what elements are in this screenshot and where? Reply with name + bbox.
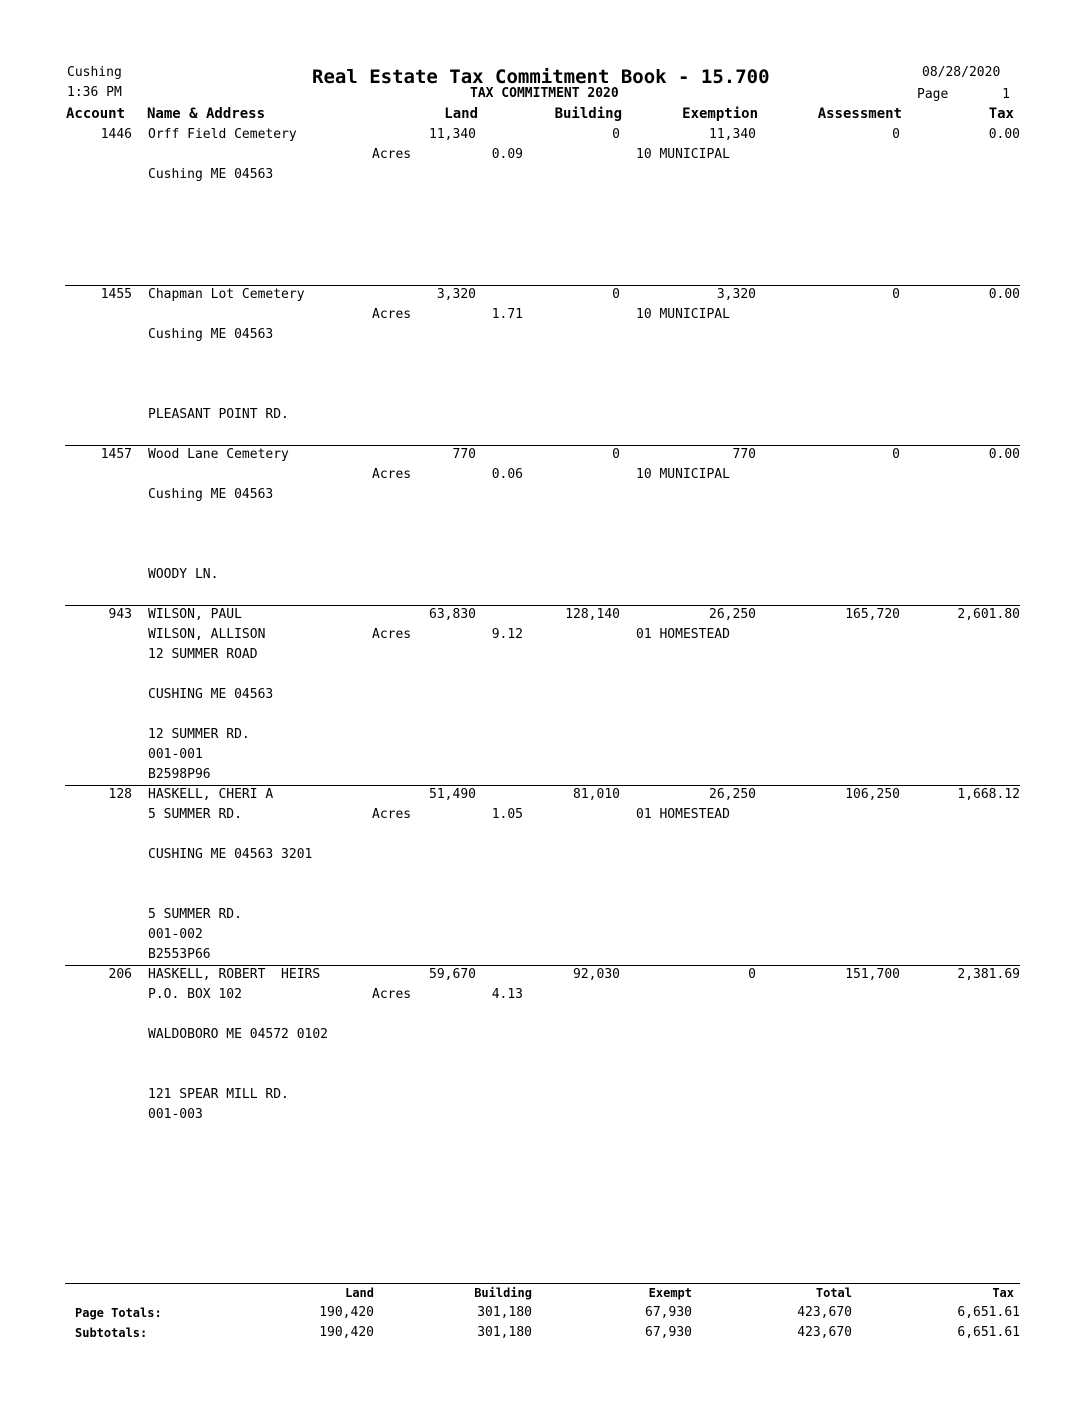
record-assessment: 151,700 xyxy=(845,967,900,982)
totals-head-total: Total xyxy=(815,1286,852,1300)
record-separator xyxy=(65,445,1020,446)
totals-row-label: Subtotals: xyxy=(75,1326,148,1340)
record-account: 1446 xyxy=(100,127,132,142)
record-address-line: WILSON, ALLISON xyxy=(148,627,266,642)
record-acres-label: Acres xyxy=(372,467,412,482)
page-label: Page xyxy=(917,87,949,102)
totals-separator xyxy=(65,1283,1020,1284)
record-separator xyxy=(65,285,1020,286)
page-subtitle: TAX COMMITMENT 2020 xyxy=(470,86,619,101)
record-assessment: 0 xyxy=(892,287,900,302)
record-address-line: 5 SUMMER RD. xyxy=(148,807,242,822)
col-name-address: Name & Address xyxy=(147,106,266,122)
record-assessment: 0 xyxy=(892,127,900,142)
record-acres: 1.05 xyxy=(491,807,523,822)
record-assessment: 106,250 xyxy=(845,787,900,802)
record-acres: 9.12 xyxy=(491,627,523,642)
record-address-line: P.O. BOX 102 xyxy=(148,987,242,1002)
col-exemption: Exemption xyxy=(682,106,758,122)
record-exemption: 26,250 xyxy=(709,787,756,802)
record-name: Wood Lane Cemetery xyxy=(148,447,289,462)
col-assessment: Assessment xyxy=(817,106,902,122)
record-separator xyxy=(65,605,1020,606)
record-exemption: 770 xyxy=(732,447,756,462)
report-date: 08/28/2020 xyxy=(922,65,1001,80)
totals-row-label: Page Totals: xyxy=(75,1306,162,1320)
record-account: 943 xyxy=(108,607,132,622)
record-exempt-code: 01 HOMESTEAD xyxy=(636,807,730,822)
record-building: 0 xyxy=(612,127,620,142)
record-address-line: PLEASANT POINT RD. xyxy=(148,407,289,422)
record-building: 128,140 xyxy=(565,607,620,622)
totals-tax: 6,651.61 xyxy=(957,1325,1020,1340)
record-account: 206 xyxy=(108,967,132,982)
record-separator xyxy=(65,785,1020,786)
record-exempt-code: 10 MUNICIPAL xyxy=(636,467,730,482)
record-name: HASKELL, ROBERT HEIRS xyxy=(148,967,321,982)
totals-land: 190,420 xyxy=(319,1305,374,1320)
record-building: 0 xyxy=(612,287,620,302)
totals-total: 423,670 xyxy=(797,1305,852,1320)
record-land: 59,670 xyxy=(429,967,476,982)
totals-building: 301,180 xyxy=(477,1305,532,1320)
report-time: 1:36 PM xyxy=(67,85,122,100)
record-name: HASKELL, CHERI A xyxy=(148,787,274,802)
totals-land: 190,420 xyxy=(319,1325,374,1340)
record-name: WILSON, PAUL xyxy=(148,607,242,622)
record-tax: 2,381.69 xyxy=(957,967,1020,982)
record-acres: 0.06 xyxy=(491,467,523,482)
record-assessment: 165,720 xyxy=(845,607,900,622)
record-acres-label: Acres xyxy=(372,147,412,162)
col-land: Land xyxy=(444,106,478,122)
record-address-line: 12 SUMMER RD. xyxy=(148,727,250,742)
page-number: 1 xyxy=(1002,87,1010,102)
town-name: Cushing xyxy=(67,65,122,80)
record-name: Orff Field Cemetery xyxy=(148,127,297,142)
record-exemption: 3,320 xyxy=(716,287,756,302)
record-land: 3,320 xyxy=(436,287,476,302)
record-address-line: CUSHING ME 04563 xyxy=(148,687,274,702)
record-address-line: 001-002 xyxy=(148,927,203,942)
record-building: 92,030 xyxy=(573,967,620,982)
record-land: 770 xyxy=(452,447,476,462)
record-exemption: 26,250 xyxy=(709,607,756,622)
record-name: Chapman Lot Cemetery xyxy=(148,287,305,302)
col-account: Account xyxy=(66,106,126,122)
record-address-line: 5 SUMMER RD. xyxy=(148,907,242,922)
col-tax: Tax xyxy=(988,106,1014,122)
record-land: 11,340 xyxy=(429,127,476,142)
totals-head-building: Building xyxy=(474,1286,532,1300)
record-separator xyxy=(65,965,1020,966)
record-address-line: WALDOBORO ME 04572 0102 xyxy=(148,1027,329,1042)
totals-exempt: 67,930 xyxy=(645,1325,692,1340)
totals-head-exempt: Exempt xyxy=(648,1286,692,1300)
record-exempt-code: 10 MUNICIPAL xyxy=(636,307,730,322)
record-tax: 0.00 xyxy=(988,287,1020,302)
record-acres: 0.09 xyxy=(491,147,523,162)
record-account: 128 xyxy=(108,787,132,802)
record-building: 0 xyxy=(612,447,620,462)
totals-building: 301,180 xyxy=(477,1325,532,1340)
record-acres: 1.71 xyxy=(491,307,523,322)
record-address-line: Cushing ME 04563 xyxy=(148,487,274,502)
record-acres-label: Acres xyxy=(372,627,412,642)
record-address-line: Cushing ME 04563 xyxy=(148,167,274,182)
record-assessment: 0 xyxy=(892,447,900,462)
record-exempt-code: 10 MUNICIPAL xyxy=(636,147,730,162)
record-tax: 1,668.12 xyxy=(957,787,1020,802)
record-exemption: 11,340 xyxy=(709,127,756,142)
record-land: 63,830 xyxy=(429,607,476,622)
record-exemption: 0 xyxy=(748,967,756,982)
record-acres-label: Acres xyxy=(372,807,412,822)
totals-exempt: 67,930 xyxy=(645,1305,692,1320)
record-address-line: B2598P96 xyxy=(148,767,211,782)
record-building: 81,010 xyxy=(573,787,620,802)
totals-total: 423,670 xyxy=(797,1325,852,1340)
totals-tax: 6,651.61 xyxy=(957,1305,1020,1320)
record-acres: 4.13 xyxy=(491,987,523,1002)
totals-head-tax: Tax xyxy=(992,1286,1014,1300)
record-exempt-code: 01 HOMESTEAD xyxy=(636,627,730,642)
record-address-line: B2553P66 xyxy=(148,947,211,962)
record-address-line: CUSHING ME 04563 3201 xyxy=(148,847,313,862)
record-address-line: 12 SUMMER ROAD xyxy=(148,647,258,662)
record-address-line: WOODY LN. xyxy=(148,567,219,582)
record-acres-label: Acres xyxy=(372,307,412,322)
totals-head-land: Land xyxy=(345,1286,374,1300)
record-address-line: Cushing ME 04563 xyxy=(148,327,274,342)
record-acres-label: Acres xyxy=(372,987,412,1002)
record-tax: 0.00 xyxy=(988,127,1020,142)
record-tax: 0.00 xyxy=(988,447,1020,462)
record-address-line: 001-001 xyxy=(148,747,203,762)
page-title: Real Estate Tax Commitment Book - 15.700 xyxy=(312,66,770,88)
record-account: 1457 xyxy=(100,447,132,462)
record-account: 1455 xyxy=(100,287,132,302)
record-address-line: 001-003 xyxy=(148,1107,203,1122)
record-address-line: 121 SPEAR MILL RD. xyxy=(148,1087,289,1102)
col-building: Building xyxy=(554,106,622,122)
record-tax: 2,601.80 xyxy=(957,607,1020,622)
record-land: 51,490 xyxy=(429,787,476,802)
